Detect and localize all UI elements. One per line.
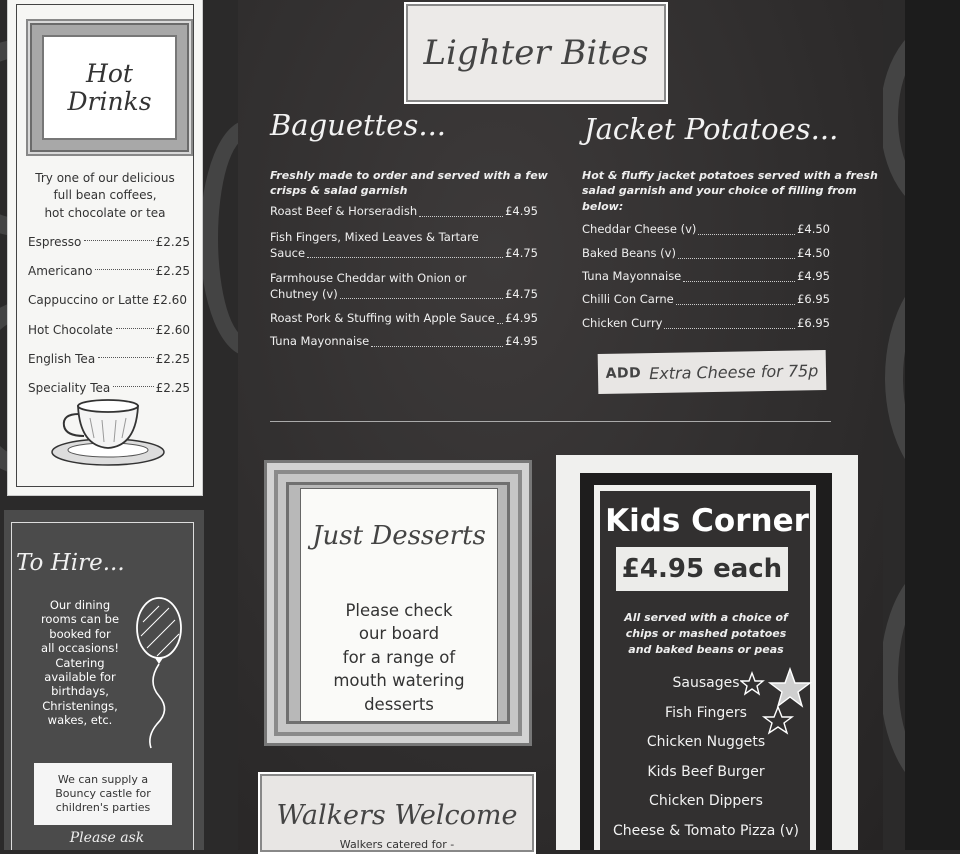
desserts-line: for a range of <box>342 647 456 667</box>
dotted-leader <box>371 334 503 347</box>
desserts-line: mouth watering <box>333 671 465 691</box>
drink-item <box>28 256 190 285</box>
hire-line: available for <box>44 669 116 684</box>
dotted-leader <box>497 311 503 324</box>
item-name: Fish Fingers, Mixed Leaves & Tartare <box>270 230 479 244</box>
dotted-leader <box>113 386 153 387</box>
item-name: Roast Pork & Stuffing with Apple Sauce <box>270 311 495 325</box>
drink-item <box>28 227 190 256</box>
extra-cheese-box <box>598 350 827 394</box>
dotted-leader <box>676 292 795 305</box>
walkers-welcome-panel <box>258 772 536 854</box>
item-price: £6.95 <box>797 292 830 306</box>
desc-line: Hot & fluffy jacket potatoes served with a fresh <box>582 169 878 182</box>
hire-line: Christenings, <box>42 698 118 713</box>
item-name: Baked Beans (v) <box>582 246 676 260</box>
item-name: Tuna Mayonnaise <box>270 334 370 348</box>
item-name: Chicken Curry <box>582 316 663 330</box>
dotted-leader <box>698 222 795 235</box>
lighter-bites-header <box>404 2 668 104</box>
jacket-item <box>582 269 830 285</box>
hire-line: Our dining <box>49 598 111 612</box>
kids-corner-description <box>608 610 804 658</box>
item-price: £6.95 <box>797 316 830 330</box>
hot-drinks-title-line1: Hot <box>86 59 133 88</box>
item-price: £4.95 <box>505 334 538 348</box>
item-price: £4.95 <box>505 204 538 218</box>
hire-line: birthdays, <box>51 684 109 699</box>
hot-drinks-frame <box>32 25 187 150</box>
kids-corner-price: £4.95 each <box>616 547 788 591</box>
kids-item: Kids Beef Burger <box>647 763 765 780</box>
item-price: £4.95 <box>505 311 538 325</box>
dotted-leader <box>678 246 795 259</box>
to-hire-body <box>32 598 128 727</box>
item-name: Roast Beef & Horseradish <box>270 204 418 218</box>
section-divider <box>270 421 831 422</box>
item-name: Cheddar Cheese (v) <box>582 222 697 236</box>
baguette-item <box>270 271 538 302</box>
kids-item: Fish Fingers <box>665 704 747 721</box>
drink-price: £2.25 <box>155 234 190 249</box>
coffee-cup-icon <box>50 398 170 470</box>
intro-line: hot chocolate or tea <box>44 205 166 220</box>
desserts-body <box>301 599 497 716</box>
drink-item <box>28 315 190 344</box>
desserts-line: desserts <box>364 694 434 714</box>
bouncy-castle-box <box>34 763 172 825</box>
item-name-cont: Sauce <box>270 245 306 260</box>
desc-line: All served with a choice of <box>624 611 788 624</box>
please-ask-text: Please ask <box>69 830 145 846</box>
hot-drinks-title-line2: Drinks <box>67 86 152 116</box>
kids-item: Chicken Dippers <box>649 793 763 809</box>
item-price: £4.75 <box>505 286 538 301</box>
drink-name: English Tea <box>28 351 96 366</box>
kids-corner-title: Kids Corner <box>605 503 809 539</box>
box-line: children's parties <box>55 801 151 815</box>
dotted-leader <box>98 357 153 358</box>
desserts-card <box>300 488 498 722</box>
drink-item <box>28 286 190 315</box>
item-price: £4.75 <box>505 245 538 260</box>
hire-line: all occasions! <box>41 641 119 656</box>
add-text: Extra Cheese for 75p <box>649 360 819 383</box>
drink-price: £2.25 <box>155 263 190 278</box>
drink-name: Speciality Tea <box>28 381 111 396</box>
desc-line: and baked beans or peas <box>628 642 784 656</box>
desc-line: Freshly made to order and served with a few <box>270 169 548 182</box>
intro-line: Try one of our delicious <box>35 171 175 185</box>
hot-drinks-panel <box>8 0 202 495</box>
to-hire-title: To Hire... <box>16 550 125 576</box>
baguette-item <box>270 311 538 327</box>
walkers-subtitle: Walkers catered for - <box>339 838 455 851</box>
dotted-leader <box>116 328 154 329</box>
baguette-item <box>270 230 538 261</box>
kids-corner-panel <box>556 455 858 850</box>
hot-drinks-intro <box>22 170 188 222</box>
desserts-frame <box>264 460 532 746</box>
drink-price: £2.25 <box>155 351 190 366</box>
kids-item: Cheese & Tomato Pizza (v) <box>612 822 800 839</box>
drink-name: Espresso <box>28 234 82 249</box>
intro-line: full bean coffees, <box>53 188 157 203</box>
desserts-line: Please check <box>345 601 453 620</box>
jacket-item <box>582 246 830 262</box>
dotted-leader <box>84 240 153 241</box>
kids-item: Sausages <box>672 675 740 691</box>
desserts-line: our board <box>358 624 440 644</box>
baguette-item <box>270 334 538 350</box>
kids-item: Chicken Nuggets <box>646 734 766 750</box>
desc-line: chips or mashed potatoes <box>625 626 787 640</box>
drink-item <box>28 344 190 373</box>
desserts-title: Just Desserts <box>312 521 486 551</box>
jacket-item <box>582 292 830 308</box>
stars-icon <box>740 667 820 737</box>
drink-name: Americano <box>28 263 93 278</box>
dotted-leader <box>664 316 795 329</box>
item-price: £4.50 <box>797 246 830 260</box>
dotted-leader <box>95 269 153 270</box>
jacket-item <box>582 316 830 332</box>
hot-drinks-list <box>28 227 190 403</box>
balloon-icon <box>129 592 189 752</box>
drink-name: Cappuccino or Latte £2.60 <box>28 293 187 308</box>
dotted-leader <box>419 204 503 217</box>
desc-line: salad garnish and your choice of filling from <box>582 184 857 198</box>
hire-line: rooms can be <box>40 612 120 627</box>
dotted-leader <box>683 269 795 282</box>
dotted-leader <box>340 287 503 300</box>
drink-price: £2.25 <box>155 381 190 396</box>
item-name: Farmhouse Cheddar with Onion or <box>270 271 467 285</box>
baguettes-title: Baguettes... <box>270 108 447 142</box>
box-line: We can supply a <box>57 772 149 786</box>
walkers-title: Walkers Welcome <box>276 800 518 831</box>
hire-line: wakes, etc. <box>47 713 113 727</box>
jacket-description <box>582 168 878 214</box>
main-menu-board <box>238 0 883 850</box>
item-name: Tuna Mayonnaise <box>582 269 682 283</box>
hire-line: Catering <box>55 655 105 670</box>
item-price: £4.50 <box>797 222 830 236</box>
add-label: ADD <box>605 365 642 382</box>
jacket-potatoes-title: Jacket Potatoes... <box>584 112 839 146</box>
hot-drinks-title <box>42 35 177 140</box>
right-edge-dark-panel <box>905 0 960 850</box>
drink-price: £2.60 <box>155 322 190 337</box>
desc-line: below: <box>582 199 624 213</box>
drink-name: Hot Chocolate <box>28 322 113 337</box>
hire-line: booked for <box>49 626 111 641</box>
dotted-leader <box>307 246 503 259</box>
baguette-item <box>270 204 538 220</box>
jacket-item <box>582 222 830 238</box>
item-name: Chilli Con Carne <box>582 292 674 306</box>
item-price: £4.95 <box>797 269 830 283</box>
to-hire-panel <box>4 510 204 850</box>
box-line: Bouncy castle for <box>55 786 151 800</box>
baguettes-description <box>270 168 548 199</box>
lighter-bites-title: Lighter Bites <box>423 33 649 73</box>
desc-line: crisps & salad garnish <box>270 184 408 198</box>
item-name-cont: Chutney (v) <box>270 286 338 301</box>
